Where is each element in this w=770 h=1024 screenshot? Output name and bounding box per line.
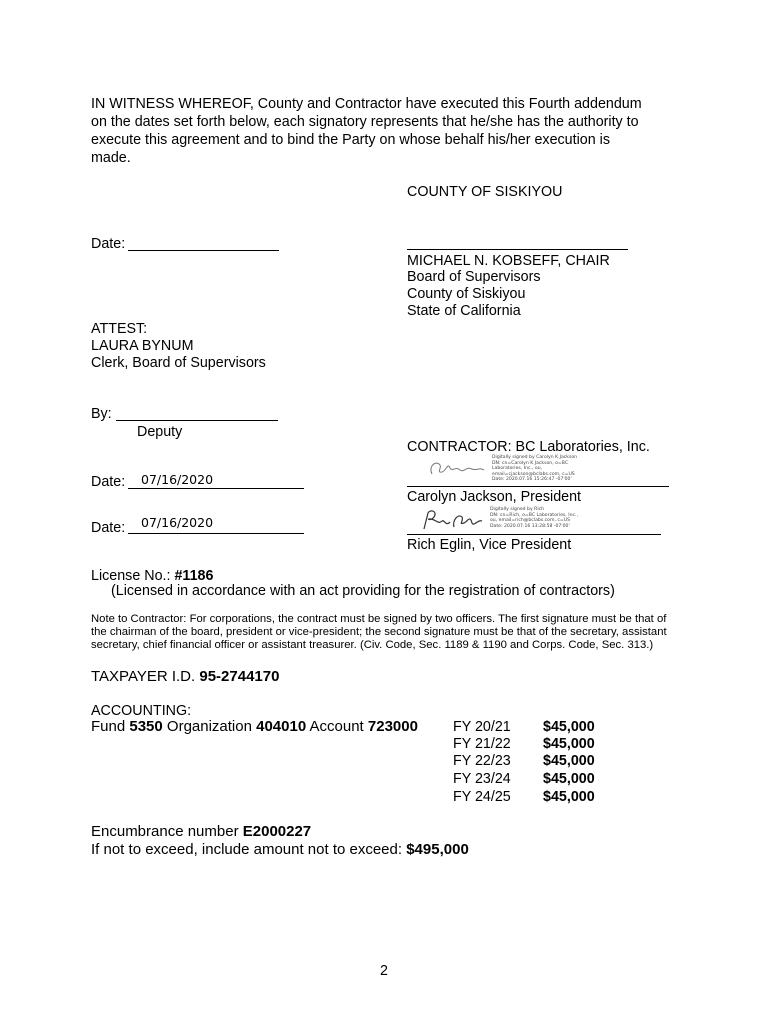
fy-label: FY 21/22 xyxy=(453,736,511,752)
note-line-2: the chairman of the board, president or vice-president; the second signature must be that of the secretary, assistant xyxy=(91,626,667,638)
fy-amount: $45,000 xyxy=(543,719,595,735)
note-line-3: secretary, chief financial officer or assistant treasurer. (Civ. Code, Sec. 1189 & 1190 and Corps. Code, Sec. 313.) xyxy=(91,639,654,651)
county-signer-name: MICHAEL N. KOBSEFF, CHAIR xyxy=(407,253,610,269)
not-to-exceed-amount: $495,000 xyxy=(406,841,469,858)
attest-by-line xyxy=(116,420,278,421)
fy-amount: $45,000 xyxy=(543,771,595,787)
signature-1-meta-line: Date: 2020.07.16 15:26:47 -07'00' xyxy=(492,477,572,483)
signature-2-meta-line: Digitally signed by Rich xyxy=(490,507,545,512)
county-signer-state: State of California xyxy=(407,303,521,319)
witness-line-4: made. xyxy=(91,150,131,166)
fy-label: FY 22/23 xyxy=(453,753,511,769)
contractor-date-2-line xyxy=(128,533,304,534)
signature-2-meta-line: ou, email=rich@bclabs.com, c=US xyxy=(490,518,571,524)
witness-line-2: on the dates set forth below, each signatory represents that he/she has the authority to xyxy=(91,114,639,130)
license-number: #1186 xyxy=(174,568,214,584)
contractor-date-1-line xyxy=(128,488,304,489)
account-label: Account xyxy=(306,718,368,735)
signature-1-meta xyxy=(492,455,577,483)
contractor-signature-1-line xyxy=(407,486,669,487)
attest-label: ATTEST: xyxy=(91,321,148,337)
witness-line-3: execute this agreement and to bind the Party on whose behalf his/her execution is xyxy=(91,132,610,148)
taxpayer-line xyxy=(91,668,279,686)
accounting-label: ACCOUNTING: xyxy=(91,703,192,719)
contractor-signer-2: Rich Eglin, Vice President xyxy=(407,537,572,553)
fy-label: FY 24/25 xyxy=(453,789,511,805)
fy-amount: $45,000 xyxy=(543,789,595,805)
signature-1-image xyxy=(422,456,492,480)
note-line-1: Note to Contractor: For corporations, the contract must be signed by two officers. The first signature must be that of xyxy=(91,613,667,625)
attest-by-label: By: xyxy=(91,406,112,422)
fund-number: 5350 xyxy=(129,718,163,735)
attest-name: LAURA BYNUM xyxy=(91,338,194,354)
contractor-date-1-value: 07/16/2020 xyxy=(141,472,214,487)
county-signer-title: Board of Supervisors xyxy=(407,269,541,285)
county-heading: COUNTY OF SISKIYOU xyxy=(407,184,563,200)
license-label: License No.: xyxy=(91,568,175,584)
fy-label: FY 20/21 xyxy=(453,719,511,735)
witness-line-1: IN WITNESS WHEREOF, County and Contractor have executed this Fourth addendum xyxy=(91,96,642,112)
contractor-signer-1: Carolyn Jackson, President xyxy=(407,489,582,505)
org-label: Organization xyxy=(162,718,257,735)
fy-label: FY 23/24 xyxy=(453,771,511,787)
accounting-line xyxy=(91,718,418,736)
license-note: (Licensed in accordance with an act providing for the registration of contractors) xyxy=(111,583,615,599)
contractor-date-1-label: Date: xyxy=(91,474,126,490)
encumbrance-label: Encumbrance number xyxy=(91,823,243,840)
taxpayer-id: 95-2744170 xyxy=(199,668,280,685)
not-to-exceed-label: If not to exceed, include amount not to exceed: xyxy=(91,841,407,858)
encumbrance-number: E2000227 xyxy=(242,823,312,840)
signature-2-image xyxy=(418,507,490,533)
attest-deputy: Deputy xyxy=(137,424,183,440)
contractor-date-2-value: 07/16/2020 xyxy=(141,515,214,530)
fund-label: Fund xyxy=(91,718,130,735)
attest-title: Clerk, Board of Supervisors xyxy=(91,355,266,371)
signature-2-meta-line: Date: 2020.07.16 13:28:58 -07'00' xyxy=(490,523,570,529)
county-signer-county: County of Siskiyou xyxy=(407,286,526,302)
signature-1-meta-line: Digitally signed by Carolyn K Jackson xyxy=(492,455,578,460)
county-date-line xyxy=(128,250,279,251)
signature-2-meta-line: DN: cn=Rich, o=BC Laboratories, Inc., xyxy=(490,512,578,518)
not-to-exceed-line xyxy=(91,841,469,859)
signature-1-meta-line: email=cjackson@bclabs.com, c=US xyxy=(492,471,575,477)
county-signature-line xyxy=(407,249,628,250)
signature-1-meta-line: Laboratories, Inc., ou, xyxy=(492,466,543,472)
encumbrance-line xyxy=(91,823,311,841)
contractor-heading: CONTRACTOR: BC Laboratories, Inc. xyxy=(407,439,650,455)
taxpayer-label: TAXPAYER I.D. xyxy=(91,668,200,685)
contractor-signature-2-line xyxy=(407,534,661,535)
contractor-date-2-label: Date: xyxy=(91,520,126,536)
fy-amount: $45,000 xyxy=(543,753,595,769)
fy-amount: $45,000 xyxy=(543,736,595,752)
signature-1-meta-line: DN: cn=Carolyn K Jackson, o=BC xyxy=(492,460,569,466)
org-number: 404010 xyxy=(256,718,307,735)
signature-2-meta xyxy=(490,507,578,529)
county-date-label: Date: xyxy=(91,236,126,252)
account-number: 723000 xyxy=(367,718,418,735)
page-number: 2 xyxy=(380,963,388,979)
